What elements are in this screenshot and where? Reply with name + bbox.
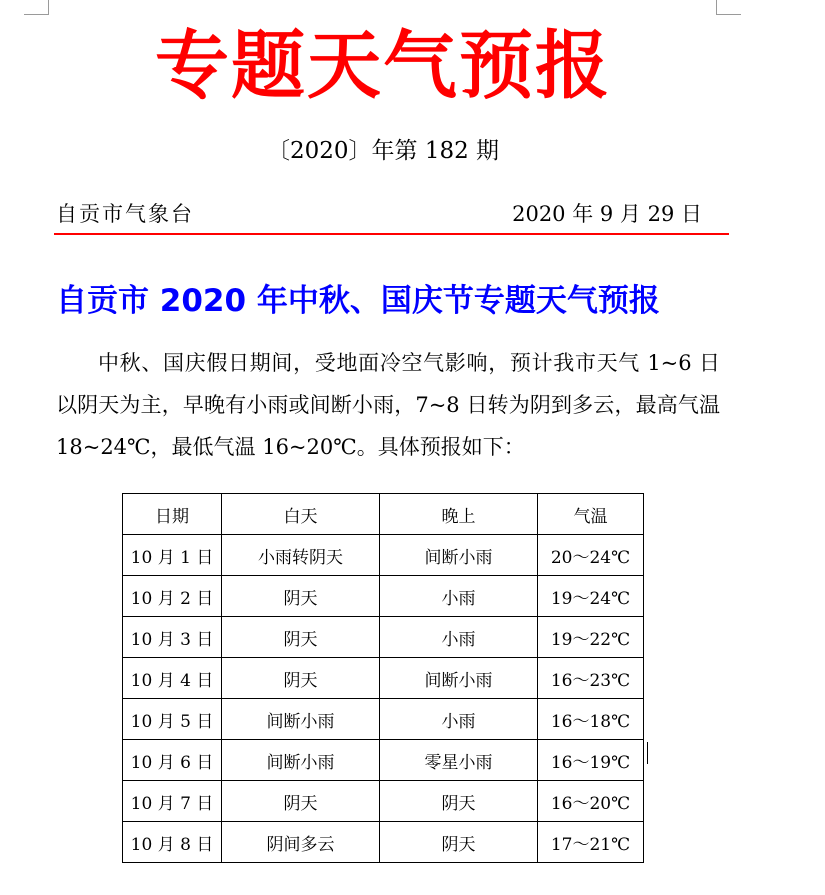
cell-night: 零星小雨 — [380, 740, 538, 781]
header-night: 晚上 — [380, 494, 538, 535]
cell-temperature: 16～19℃ — [538, 740, 644, 781]
cell-daytime: 阴间多云 — [222, 822, 380, 863]
cell-date: 10 月 4 日 — [123, 658, 222, 699]
cell-daytime: 间断小雨 — [222, 699, 380, 740]
masthead-title: 专题天气预报 — [155, 23, 611, 109]
cell-daytime: 阴天 — [222, 781, 380, 822]
cell-date: 10 月 2 日 — [123, 576, 222, 617]
cell-night: 阴天 — [380, 822, 538, 863]
header-daytime: 白天 — [222, 494, 380, 535]
cell-daytime: 阴天 — [222, 617, 380, 658]
red-divider-rule — [54, 233, 729, 235]
issuing-organization: 自贡市气象台 — [56, 202, 194, 226]
table-row — [123, 822, 644, 863]
table-row — [123, 740, 644, 781]
cell-night: 小雨 — [380, 699, 538, 740]
cell-temperature: 16～18℃ — [538, 699, 644, 740]
cell-temperature: 16～23℃ — [538, 658, 644, 699]
cell-daytime: 小雨转阴天 — [222, 535, 380, 576]
issue-number: 〔2020〕年第 182 期 — [266, 138, 500, 164]
cell-date: 10 月 5 日 — [123, 699, 222, 740]
header-date: 日期 — [123, 494, 222, 535]
cell-date: 10 月 1 日 — [123, 535, 222, 576]
table-row — [123, 658, 644, 699]
cell-temperature: 16～20℃ — [538, 781, 644, 822]
cell-date: 10 月 8 日 — [123, 822, 222, 863]
cell-temperature: 19～24℃ — [538, 576, 644, 617]
forecast-table — [122, 493, 644, 863]
cell-night: 阴天 — [380, 781, 538, 822]
cell-daytime: 阴天 — [222, 576, 380, 617]
table-row — [123, 699, 644, 740]
cell-temperature: 20～24℃ — [538, 535, 644, 576]
cell-date: 10 月 6 日 — [123, 740, 222, 781]
cell-date: 10 月 7 日 — [123, 781, 222, 822]
cell-daytime: 阴天 — [222, 658, 380, 699]
cell-daytime: 间断小雨 — [222, 740, 380, 781]
cell-night: 小雨 — [380, 617, 538, 658]
cell-night: 小雨 — [380, 576, 538, 617]
table-row — [123, 576, 644, 617]
cell-night: 间断小雨 — [380, 535, 538, 576]
cell-date: 10 月 3 日 — [123, 617, 222, 658]
table-row — [123, 535, 644, 576]
table-row — [123, 617, 644, 658]
cell-temperature: 19～22℃ — [538, 617, 644, 658]
table-row — [123, 781, 644, 822]
forecast-summary-paragraph: 中秋、国庆假日期间，受地面冷空气影响，预计我市天气 1~6 日以阴天为主，早晚有小雨或间断小雨，7~8 日转为阴到多云，最高气温 18~24℃，最低气温 16~20℃。具体预报如下： — [56, 351, 720, 459]
issue-date: 2020 年 9 月 29 日 — [512, 202, 702, 226]
header-temperature: 气温 — [538, 494, 644, 535]
forecast-heading: 自贡市 2020 年中秋、国庆节专题天气预报 — [56, 283, 660, 319]
text-cursor — [647, 742, 648, 764]
table-header-row — [123, 494, 644, 535]
cell-temperature: 17～21℃ — [538, 822, 644, 863]
page-corner-mark-right — [716, 0, 741, 15]
page-corner-mark-left — [24, 0, 49, 15]
cell-night: 间断小雨 — [380, 658, 538, 699]
